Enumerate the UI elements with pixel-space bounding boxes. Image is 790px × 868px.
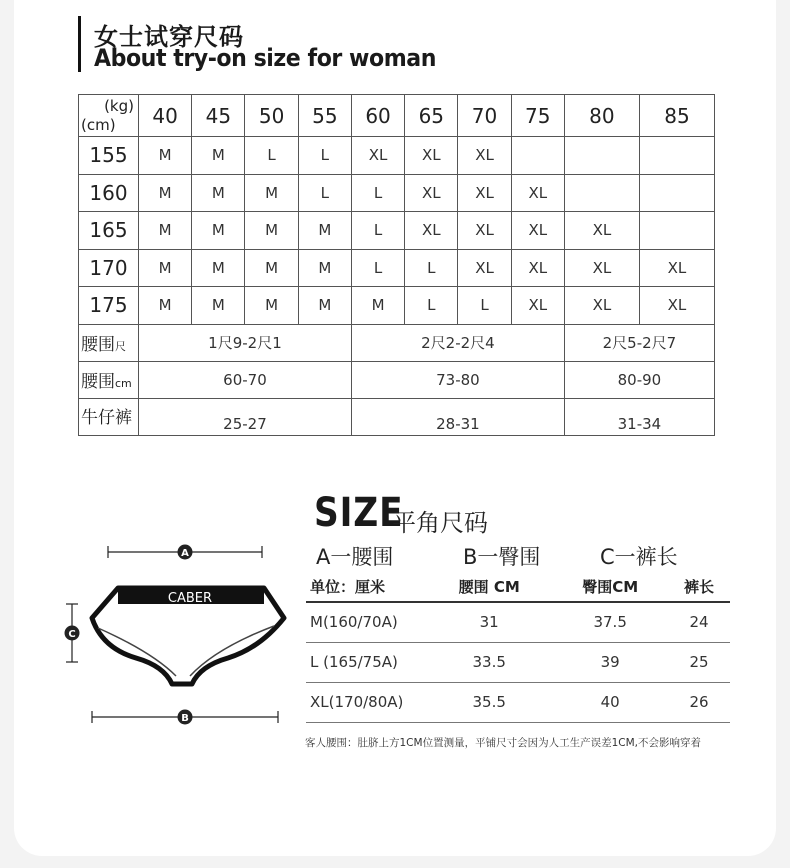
waist-value: 31: [426, 602, 552, 642]
size-label: M(160/70A): [306, 602, 426, 642]
measurement-note: 客人腰围：肚脐上方1CM位置测量，平铺尺寸会因为人工生产误差1CM,不会影响穿着: [305, 737, 701, 749]
size-subtitle: 平角尺码: [392, 509, 488, 537]
jeans-value: 28-31: [351, 398, 564, 435]
size-label: L (165/75A): [306, 642, 426, 682]
size-cell: M: [245, 287, 298, 325]
table-row: [306, 602, 730, 642]
table-row: [306, 682, 730, 722]
weight-header: 85: [639, 95, 714, 137]
weight-header: 45: [192, 95, 245, 137]
size-cell: L: [351, 212, 404, 250]
weight-header: 50: [245, 95, 298, 137]
legend-a: A一腰围: [316, 545, 394, 569]
size-cell: M: [245, 212, 298, 250]
waist-cm-label: 腰围cm: [79, 361, 139, 398]
size-cell: M: [192, 249, 245, 287]
corner-cell: [79, 95, 139, 137]
size-title: SIZE: [314, 490, 404, 536]
waist-cm-value: 73-80: [351, 361, 564, 398]
size-cell: M: [139, 212, 192, 250]
size-cell: XL: [639, 249, 714, 287]
size-cell: [639, 212, 714, 250]
size-cell: [511, 137, 564, 175]
size-cell: XL: [511, 287, 564, 325]
size-cell: [564, 174, 639, 212]
hip-value: 39: [552, 642, 668, 682]
hip-value: 40: [552, 682, 668, 722]
col-header: 腰围 CM: [426, 572, 552, 602]
weight-header: 75: [511, 95, 564, 137]
height-cell: 155: [79, 137, 139, 175]
waist-cm-value: 60-70: [139, 361, 352, 398]
size-cell: M: [245, 174, 298, 212]
legend-b: B一臀围: [463, 545, 541, 569]
size-chart-table: [78, 94, 715, 436]
title-en: About try-on size for woman: [94, 44, 436, 72]
waist-cm-row: [79, 361, 715, 398]
size-cell: XL: [511, 212, 564, 250]
size-cell: L: [298, 174, 351, 212]
waist-cm-value: 80-90: [564, 361, 714, 398]
brand-label: CABER: [167, 591, 213, 606]
size-cell: L: [298, 137, 351, 175]
size-cell: XL: [405, 212, 458, 250]
height-unit: (cm): [81, 116, 116, 134]
size-cell: XL: [564, 212, 639, 250]
size-cell: XL: [564, 249, 639, 287]
waist-chi-row: [79, 324, 715, 361]
waist-chi-value: 1尺9-2尺1: [139, 324, 352, 361]
weight-header-row: [79, 95, 715, 137]
table-row: [79, 174, 715, 212]
size-cell: XL: [639, 287, 714, 325]
weight-header: 70: [458, 95, 511, 137]
waist-chi-value: 2尺5-2尺7: [564, 324, 714, 361]
size-cell: M: [192, 174, 245, 212]
height-cell: 165: [79, 212, 139, 250]
table-row: [306, 642, 730, 682]
size-cell: M: [192, 137, 245, 175]
hip-value: 37.5: [552, 602, 668, 642]
waist-chi-label: 腰围尺: [79, 324, 139, 361]
size-cell: L: [351, 249, 404, 287]
size-label: XL(170/80A): [306, 682, 426, 722]
size-cell: XL: [405, 137, 458, 175]
jeans-value: 31-34: [564, 398, 714, 435]
jeans-row: [79, 398, 715, 435]
jeans-value: 25-27: [139, 398, 352, 435]
waist-value: 33.5: [426, 642, 552, 682]
jeans-label: 牛仔裤: [79, 398, 139, 435]
weight-unit: (kg): [104, 97, 134, 115]
length-value: 25: [668, 642, 730, 682]
size-cell: L: [405, 249, 458, 287]
height-cell: 160: [79, 174, 139, 212]
size-cell: XL: [458, 137, 511, 175]
table-row: [79, 212, 715, 250]
marker-a-label: A: [181, 548, 189, 559]
title-cn: 女士试穿尺码: [94, 23, 244, 51]
size-cell: XL: [458, 249, 511, 287]
size-cell: M: [298, 212, 351, 250]
table-row: [79, 287, 715, 325]
size-cell: L: [351, 174, 404, 212]
size-cell: XL: [458, 174, 511, 212]
size-cell: M: [139, 287, 192, 325]
size-cell: M: [139, 249, 192, 287]
briefs-diagram: [60, 540, 300, 740]
waist-value: 35.5: [426, 682, 552, 722]
header-accent-bar: [78, 16, 81, 72]
col-header: 单位：厘米: [306, 572, 426, 602]
weight-header: 40: [139, 95, 192, 137]
size-cell: L: [405, 287, 458, 325]
size-cell: [564, 137, 639, 175]
col-header: 裤长: [668, 572, 730, 602]
weight-header: 65: [405, 95, 458, 137]
size-cell: XL: [351, 137, 404, 175]
size-cell: M: [139, 137, 192, 175]
weight-header: 80: [564, 95, 639, 137]
table-row: [79, 249, 715, 287]
marker-c-label: C: [68, 629, 76, 640]
height-cell: 170: [79, 249, 139, 287]
size-cell: M: [351, 287, 404, 325]
size-cell: XL: [458, 212, 511, 250]
size-cell: XL: [405, 174, 458, 212]
size-cell: M: [192, 212, 245, 250]
size-cell: M: [139, 174, 192, 212]
flat-size-header-row: [306, 572, 730, 602]
table-row: [79, 137, 715, 175]
length-value: 24: [668, 602, 730, 642]
size-cell: M: [192, 287, 245, 325]
weight-header: 55: [298, 95, 351, 137]
waist-chi-value: 2尺2-2尺4: [351, 324, 564, 361]
size-cell: [639, 174, 714, 212]
size-cell: L: [458, 287, 511, 325]
size-cell: M: [245, 249, 298, 287]
size-cell: M: [298, 287, 351, 325]
size-cell: XL: [511, 174, 564, 212]
length-value: 26: [668, 682, 730, 722]
legend-c: C一裤长: [600, 545, 678, 569]
flat-size-table: [306, 572, 730, 723]
size-cell: [639, 137, 714, 175]
size-cell: XL: [564, 287, 639, 325]
size-cell: XL: [511, 249, 564, 287]
size-cell: L: [245, 137, 298, 175]
col-header: 臀围CM: [552, 572, 668, 602]
weight-header: 60: [351, 95, 404, 137]
height-cell: 175: [79, 287, 139, 325]
size-cell: M: [298, 249, 351, 287]
marker-b-label: B: [181, 713, 189, 724]
